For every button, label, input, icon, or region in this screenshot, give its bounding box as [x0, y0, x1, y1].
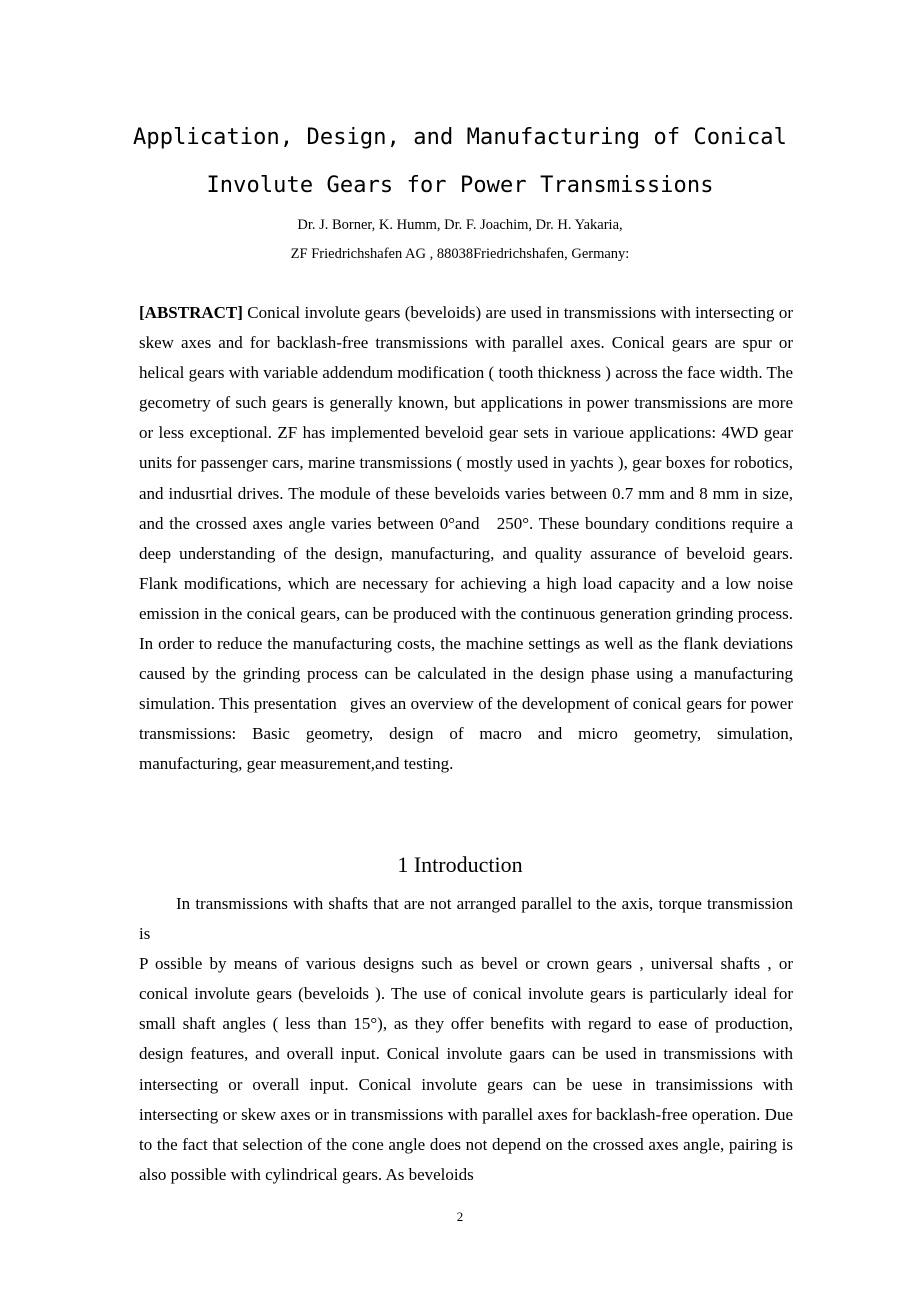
introduction-paragraph-2: P ossible by means of various designs such as bevel or crown gears , universal shafts , or conical involute gears (beveloids ). The use of conical involute gears is particularly ideal for small shaft angles ( less than 15°), as they offer benefits with regard to ease of production, design features, and overall input. Conical involute gaars can be used in transmissions with intersecting or overall input. Conical involute gears can be uese in transimissions with intersecting or skew axes or in transmissions with parallel axes for backlash-free operation. Due to the fact that selection of the cone angle does not depend on the crossed axes angle, pairing is also possible with cylindrical gears. As beveloids [139, 954, 793, 1184]
author-names: Dr. J. Borner, K. Humm, Dr. F. Joachim, Dr. H. Yakaria, [297, 217, 623, 233]
author-affiliation: ZF Friedrichshafen AG , 88038Friedrichshafen, Germany: [290, 246, 630, 262]
abstract-label: [ABSTRACT] [139, 303, 243, 322]
paper-title-line-2: Involute Gears for Power Transmissions [206, 173, 714, 198]
paper-title [0, 114, 920, 210]
abstract-text: Conical involute gears (beveloids) are used in transmissions with intersecting or skew axes and for backlash-free transmissions with parallel axes. Conical gears are spur or helical gears with variable addendum modification ( tooth thickness ) across the face width. The gecometry of such gears is generally known, but applications in power transmissions are more or less exceptional. ZF has implemented beveloid gear sets in varioue applications: 4WD gear units for passenger cars, marine transmissions ( mostly used in yachts ), gear boxes for robotics, and indusrtial drives. The module of these beveloids varies between 0.7 mm and 8 mm in size, and the crossed axes angle varies between 0°and 250°. These boundary conditions require a deep understanding of the design, manufacturing, and quality assurance of beveloid gears. Flank modifications, which are necessary for achieving a high load capacity and a low noise emission in the conical gears, can be produced with the continuous generation grinding process. In order to reduce the manufacturing costs, the machine settings as well as the flank deviations caused by the grinding process can be calculated in the design phase using a manufacturing simulation. This presentation gives an overview of the development of conical gears for power transmissions: Basic geometry, design of macro and micro geometry, simulation, manufacturing, gear measurement,and testing. [139, 303, 793, 774]
introduction-body [139, 889, 793, 1190]
page-number: 2 [456, 1209, 464, 1224]
abstract-paragraph [139, 298, 793, 780]
paper-title-line-1: Application, Design, and Manufacturing of Conical [133, 125, 787, 150]
author-block [0, 211, 920, 269]
introduction-paragraph-1: In transmissions with shafts that are not arranged parallel to the axis, torque transmission is [139, 894, 793, 944]
section-heading: 1 Introduction [397, 852, 523, 877]
